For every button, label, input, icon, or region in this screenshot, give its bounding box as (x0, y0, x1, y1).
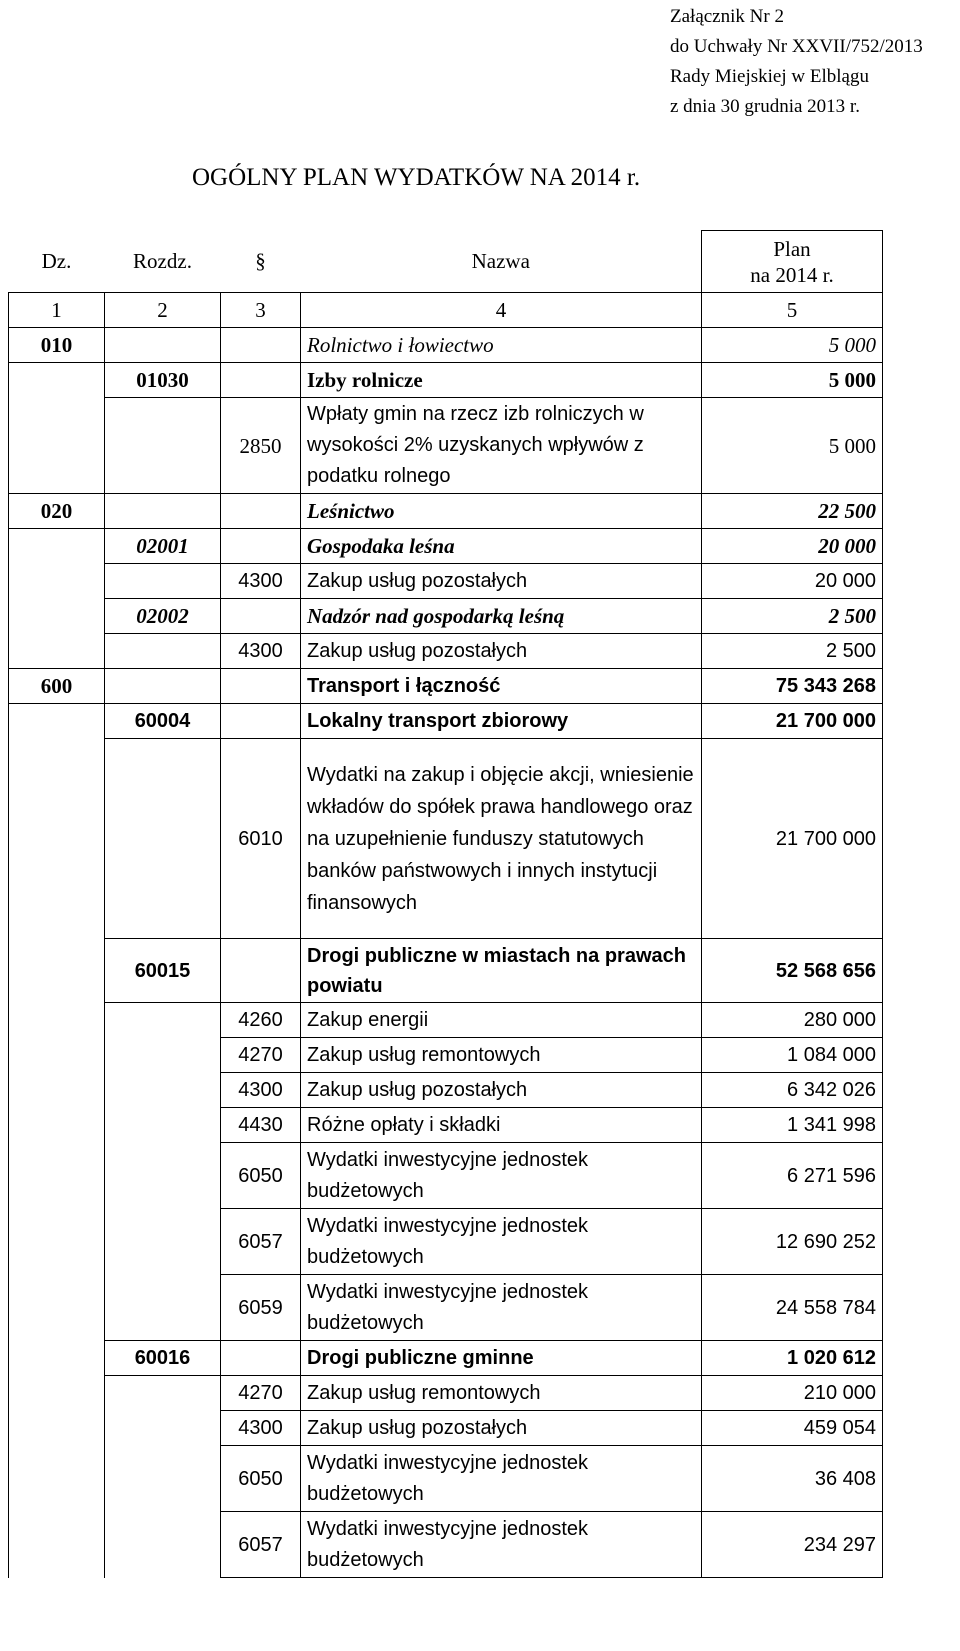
cell-name: Wydatki inwestycyjne jednostek budżetowych (301, 1512, 702, 1578)
cell-dz (9, 1275, 105, 1341)
cell-plan: 5 000 (702, 398, 883, 494)
table-row (9, 1143, 883, 1209)
cell-rozdz (105, 494, 221, 529)
cell-paragraph (221, 328, 301, 363)
cell-paragraph: 6057 (221, 1209, 301, 1275)
table-row (9, 1411, 883, 1446)
table-row (9, 564, 883, 599)
cell-plan: 234 297 (702, 1512, 883, 1578)
cell-name: Zakup energii (301, 1003, 702, 1038)
header-name: Nazwa (301, 231, 702, 293)
table-row (9, 1073, 883, 1108)
cell-paragraph (221, 939, 301, 1003)
table-row (9, 739, 883, 939)
cell-paragraph: 4270 (221, 1376, 301, 1411)
table-row (9, 599, 883, 634)
cell-dz (9, 939, 105, 1003)
cell-rozdz (105, 634, 221, 669)
column-number: 1 (9, 293, 105, 328)
cell-name: Zakup usług pozostałych (301, 564, 702, 599)
cell-dz (9, 1073, 105, 1108)
table-row (9, 634, 883, 669)
cell-dz: 020 (9, 494, 105, 529)
cell-rozdz: 01030 (105, 363, 221, 398)
cell-dz (9, 1108, 105, 1143)
cell-dz (9, 1512, 105, 1578)
cell-paragraph: 4300 (221, 634, 301, 669)
annex-line: do Uchwały Nr XXVII/752/2013 (670, 36, 923, 57)
cell-dz (9, 599, 105, 634)
cell-paragraph: 6050 (221, 1446, 301, 1512)
cell-rozdz (105, 1108, 221, 1143)
cell-plan: 459 054 (702, 1411, 883, 1446)
cell-name: Zakup usług remontowych (301, 1038, 702, 1073)
cell-plan: 1 084 000 (702, 1038, 883, 1073)
header-paragraph: § (221, 231, 301, 293)
cell-name: Zakup usług pozostałych (301, 1411, 702, 1446)
table-row (9, 669, 883, 704)
cell-name: Leśnictwo (301, 494, 702, 529)
table-row (9, 363, 883, 398)
cell-rozdz (105, 1446, 221, 1512)
table-row (9, 1275, 883, 1341)
column-number: 2 (105, 293, 221, 328)
cell-dz (9, 739, 105, 939)
cell-name: Drogi publiczne gminne (301, 1341, 702, 1376)
cell-paragraph (221, 529, 301, 564)
cell-dz (9, 1003, 105, 1038)
expenditure-table (8, 230, 883, 1578)
cell-paragraph: 6059 (221, 1275, 301, 1341)
cell-plan: 6 271 596 (702, 1143, 883, 1209)
cell-rozdz (105, 1411, 221, 1446)
annex-line: Załącznik Nr 2 (670, 6, 784, 27)
cell-paragraph (221, 494, 301, 529)
header-rozdz: Rozdz. (105, 231, 221, 293)
column-number-row (9, 293, 883, 328)
cell-rozdz (105, 1275, 221, 1341)
annex-line: z dnia 30 grudnia 2013 r. (670, 96, 860, 117)
cell-name: Rolnictwo i łowiectwo (301, 328, 702, 363)
cell-name: Wpłaty gmin na rzecz izb rolniczych w wysokości 2% uzyskanych wpływów z podatku rolnego (301, 398, 702, 494)
cell-rozdz (105, 739, 221, 939)
table-row (9, 1003, 883, 1038)
table-row (9, 1341, 883, 1376)
cell-plan: 6 342 026 (702, 1073, 883, 1108)
cell-plan: 75 343 268 (702, 669, 883, 704)
cell-paragraph: 4270 (221, 1038, 301, 1073)
cell-name: Transport i łączność (301, 669, 702, 704)
cell-dz (9, 634, 105, 669)
page-title: OGÓLNY PLAN WYDATKÓW NA 2014 r. (192, 164, 641, 191)
cell-rozdz (105, 1209, 221, 1275)
cell-plan: 12 690 252 (702, 1209, 883, 1275)
cell-plan: 5 000 (702, 363, 883, 398)
cell-rozdz (105, 1376, 221, 1411)
cell-plan: 52 568 656 (702, 939, 883, 1003)
table-row (9, 1209, 883, 1275)
cell-plan: 280 000 (702, 1003, 883, 1038)
cell-paragraph: 4300 (221, 564, 301, 599)
header-row (9, 231, 883, 293)
cell-name: Wydatki inwestycyjne jednostek budżetowych (301, 1446, 702, 1512)
cell-paragraph (221, 363, 301, 398)
cell-dz (9, 1411, 105, 1446)
cell-name: Wydatki inwestycyjne jednostek budżetowych (301, 1275, 702, 1341)
cell-paragraph (221, 1341, 301, 1376)
cell-dz (9, 1376, 105, 1411)
cell-plan: 1 341 998 (702, 1108, 883, 1143)
cell-name: Zakup usług pozostałych (301, 1073, 702, 1108)
cell-rozdz (105, 328, 221, 363)
cell-paragraph: 4300 (221, 1411, 301, 1446)
annex-note (670, 2, 923, 122)
cell-plan: 21 700 000 (702, 739, 883, 939)
cell-rozdz: 02002 (105, 599, 221, 634)
table-row (9, 328, 883, 363)
table-row (9, 939, 883, 1003)
cell-rozdz (105, 1073, 221, 1108)
cell-name: Drogi publiczne w miastach na prawach powiatu (301, 939, 702, 1003)
cell-name: Nadzór nad gospodarką leśną (301, 599, 702, 634)
cell-plan: 2 500 (702, 599, 883, 634)
cell-rozdz (105, 1143, 221, 1209)
cell-paragraph: 4430 (221, 1108, 301, 1143)
cell-dz (9, 363, 105, 398)
cell-rozdz (105, 1038, 221, 1073)
cell-dz (9, 1143, 105, 1209)
cell-paragraph (221, 669, 301, 704)
column-number: 4 (301, 293, 702, 328)
cell-name: Wydatki na zakup i objęcie akcji, wniesienie wkładów do spółek prawa handlowego oraz na uzupełnienie funduszy statutowych banków państwowych i innych instytucji finansowych (301, 739, 702, 939)
cell-rozdz: 02001 (105, 529, 221, 564)
cell-rozdz: 60016 (105, 1341, 221, 1376)
column-number: 3 (221, 293, 301, 328)
header-dz: Dz. (9, 231, 105, 293)
table-row (9, 1376, 883, 1411)
table-row (9, 398, 883, 494)
cell-plan: 20 000 (702, 564, 883, 599)
cell-dz (9, 398, 105, 494)
cell-rozdz (105, 398, 221, 494)
cell-paragraph (221, 704, 301, 739)
cell-rozdz (105, 1512, 221, 1578)
header-plan-line1: Plan (773, 236, 811, 261)
cell-paragraph: 6010 (221, 739, 301, 939)
table-row (9, 1038, 883, 1073)
cell-dz (9, 529, 105, 564)
header-plan (702, 231, 883, 293)
cell-plan: 210 000 (702, 1376, 883, 1411)
header-plan-line2: na 2014 r. (750, 262, 834, 287)
cell-rozdz (105, 669, 221, 704)
cell-paragraph: 6057 (221, 1512, 301, 1578)
cell-plan: 21 700 000 (702, 704, 883, 739)
table-row (9, 494, 883, 529)
cell-name: Lokalny transport zbiorowy (301, 704, 702, 739)
cell-dz (9, 1341, 105, 1376)
cell-rozdz (105, 1003, 221, 1038)
cell-dz: 600 (9, 669, 105, 704)
cell-paragraph: 6050 (221, 1143, 301, 1209)
cell-name: Zakup usług pozostałych (301, 634, 702, 669)
cell-plan: 1 020 612 (702, 1341, 883, 1376)
cell-dz (9, 564, 105, 599)
cell-plan: 5 000 (702, 328, 883, 363)
cell-paragraph: 4300 (221, 1073, 301, 1108)
cell-plan: 36 408 (702, 1446, 883, 1512)
annex-line: Rady Miejskiej w Elblągu (670, 66, 869, 87)
cell-dz (9, 1446, 105, 1512)
cell-rozdz (105, 564, 221, 599)
cell-plan: 20 000 (702, 529, 883, 564)
cell-plan: 22 500 (702, 494, 883, 529)
column-number: 5 (702, 293, 883, 328)
table-row (9, 1446, 883, 1512)
cell-paragraph: 2850 (221, 398, 301, 494)
cell-dz (9, 1209, 105, 1275)
cell-name: Różne opłaty i składki (301, 1108, 702, 1143)
cell-plan: 2 500 (702, 634, 883, 669)
cell-rozdz: 60015 (105, 939, 221, 1003)
cell-name: Gospodaka leśna (301, 529, 702, 564)
cell-rozdz: 60004 (105, 704, 221, 739)
cell-name: Wydatki inwestycyjne jednostek budżetowych (301, 1143, 702, 1209)
cell-dz: 010 (9, 328, 105, 363)
cell-name: Wydatki inwestycyjne jednostek budżetowych (301, 1209, 702, 1275)
cell-plan: 24 558 784 (702, 1275, 883, 1341)
table-row (9, 1512, 883, 1578)
table-row (9, 529, 883, 564)
cell-dz (9, 704, 105, 739)
cell-paragraph (221, 599, 301, 634)
cell-name: Izby rolnicze (301, 363, 702, 398)
cell-name: Zakup usług remontowych (301, 1376, 702, 1411)
cell-paragraph: 4260 (221, 1003, 301, 1038)
table-row (9, 1108, 883, 1143)
table-row (9, 704, 883, 739)
cell-dz (9, 1038, 105, 1073)
